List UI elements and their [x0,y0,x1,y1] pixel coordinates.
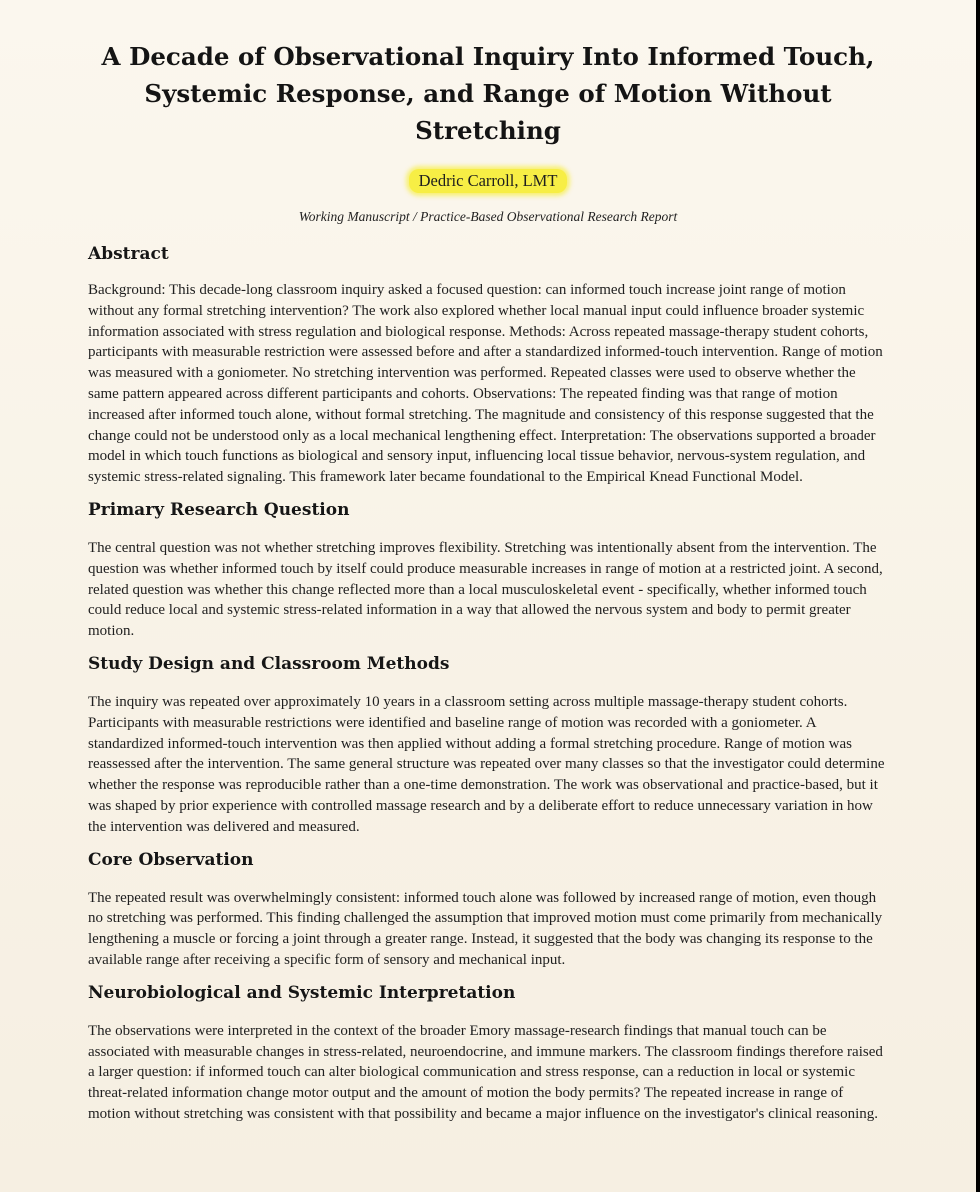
author-line [88,169,888,197]
paper-title-line-2: Systemic Response, and Range of Motion Without Stretching [144,79,832,145]
section-study-design [88,652,888,838]
section-abstract [88,242,888,488]
section-body-study-design: The inquiry was repeated over approximately 10 years in a classroom setting across multiple massage-therapy student cohorts. Participants with measurable restrictions were identified and baseline range of motion was recorded with a goniometer. A standardized informed-touch intervention was then applied without adding a formal stretching procedure. Range of motion was reassessed after the intervention. The same general structure was repeated over many classes so that the investigator could determine whether the response was reproducible rather than a one-time demonstration. The work was observational and practice-based, but it was shaped by prior experience with controlled massage research and by a deliberate effort to reduce unnecessary variation in how the intervention was delivered and measured. [88,693,885,835]
manuscript-subtitle: Working Manuscript / Practice-Based Observational Research Report [298,209,678,224]
author-name-highlighted: Dedric Carroll, LMT [409,169,568,193]
section-body-primary-research-question: The central question was not whether stretching improves flexibility. Stretching was intentionally absent from the intervention. The question was whether informed touch by itself could produce measurable increases in range of motion at a restricted joint. A second, related question was whether this change reflected more than a local musculoskeletal event - specifically, whether informed touch could reduce local and systemic stress-related information in a way that allowed the nervous system and body to permit greater motion. [88,539,883,640]
paper-title [88,38,888,149]
section-heading-primary-research-question: Primary Research Question [88,499,350,520]
section-neurobiological-interpretation [88,981,888,1125]
section-body-core-observation: The repeated result was overwhelmingly consistent: informed touch alone was followed by increased range of motion, even though no stretching was performed. This finding challenged the assumption that improved motion must come primarily from mechanically lengthening a muscle or forcing a joint through a greater range. Instead, it suggested that the body was changing its response to the available range after receiving a specific form of sensory and mechanical input. [88,889,883,968]
section-heading-neurobiological-interpretation: Neurobiological and Systemic Interpretation [88,982,516,1003]
section-body-abstract: Background: This decade-long classroom inquiry asked a focused question: can informed touch increase joint range of motion without any formal stretching intervention? The work also explored whether local manual input could influence broader systemic information associated with stress regulation and biological response. Methods: Across repeated massage-therapy student cohorts, participants with measurable restriction were assessed before and after a standardized informed-touch intervention. Range of motion was measured with a goniometer. No stretching intervention was performed. Repeated classes were used to observe whether the same pattern appeared across different participants and cohorts. Observations: The repeated finding was that range of motion increased after informed touch alone, without formal stretching. The magnitude and consistency of this response suggested that the change could not be understood only as a local mechanical lengthening effect. Interpretation: The observations supported a broader model in which touch functions as biological and sensory input, influencing local tissue behavior, nervous-system regulation, and systemic stress-related signaling. This framework later became foundational to the Empirical Knead Functional Model. [88,282,883,486]
section-heading-study-design: Study Design and Classroom Methods [88,653,450,674]
section-core-observation [88,848,888,971]
section-heading-abstract: Abstract [88,244,169,264]
paper-title-line-1: A Decade of Observational Inquiry Into Informed Touch, [101,42,875,71]
section-body-neurobiological-interpretation: The observations were interpreted in the context of the broader Emory massage-research findings that manual touch can be associated with measurable changes in stress-related, neuroendocrine, and immune markers. The classroom findings therefore raised a larger question: if informed touch can alter biological communication and stress response, can a reduction in local or systemic threat-related information change motor output and the amount of motion the body permits? The repeated increase in range of motion without stretching was consistent with that possibility and became a major influence on the investigator's clinical reasoning. [88,1022,883,1122]
section-heading-core-observation: Core Observation [88,849,254,870]
page-edge-shadow [976,0,980,1192]
section-primary-research-question [88,498,888,642]
